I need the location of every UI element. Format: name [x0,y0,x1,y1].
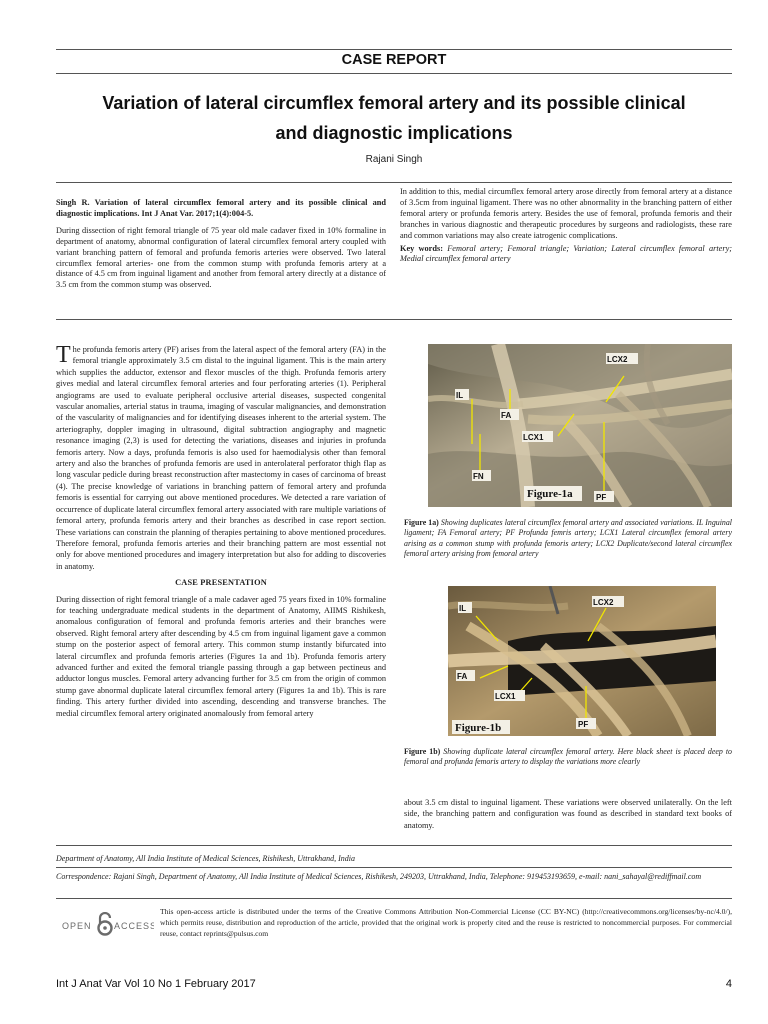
introduction-paragraph [56,344,386,572]
figure-1b-image [448,586,716,736]
open-access-logo-left: OPEN [62,921,92,931]
affiliation-rule [56,867,732,868]
body-right-column [404,797,732,831]
fig1b-label-fa: FA [457,672,468,681]
fig1b-label-lcx2: LCX2 [593,598,614,607]
fig1a-label-il: IL [456,391,464,400]
page-number: 4 [725,978,732,990]
title-line-2: and diagnostic implications [275,123,513,143]
license-statement: This open-access article is distributed under the terms of the Creative Commons Attribution Non-Commercial License (CC BY-NC) (http://creativecommons.org/licenses/by-nc/4.0/), which permits reuse, distribution and reproduction of the article, provided that the original work is properly cited and the reuse is restricted to noncommercial purposes. For commercial reuse, contact reprints@pulsus.com [160,907,732,938]
section-label: CASE REPORT [341,52,447,68]
fig1b-title: Figure-1b [455,722,502,734]
section-rule [56,73,732,74]
open-access-logo-right: ACCESS [114,921,154,931]
title-line-1: Variation of lateral circumflex femoral artery and its possible clinical [102,93,686,113]
fig1a-label-lcx2: LCX2 [607,355,628,364]
abstract-right-column [400,187,732,265]
figure-1a-caption-label: Figure 1a) [404,518,439,527]
figure-1b-caption-text: Showing duplicate lateral circumflex femoral artery. Here black sheet is placed deep to femoral and profunda femoris artery to display the variations more clearly [404,747,732,767]
body-left-column [56,344,386,719]
journal-reference: Int J Anat Var Vol 10 No 1 February 2017 [56,978,256,990]
figure-1a-caption-text: Showing duplicates lateral circumflex femoral artery and associated variations. IL Inguinal ligament; FA Femoral artery; PF Profunda femris artery; LCX1 Lateral circumflex femoral artery arising as a common stump with profunda femoris artery; LCX2 Duplicate/second lateral circumflex femoral artery arising from femoral artery [404,518,732,559]
citation: Singh R. Variation of lateral circumflex femoral artery and its possible clinical and diagnostic implications. Int J Anat Var. 2017;1(4):004-5. [56,198,386,218]
abstract-top-rule [56,182,732,183]
fig1a-label-pf: PF [596,493,607,502]
figure-1b-caption-label: Figure 1b) [404,747,441,756]
keywords-label: Key words: [400,243,443,253]
abstract-text: During dissection of right femoral triangle of 75 year old male cadaver fixed in 10% formaline in department of anatomy, abnormal configuration of lateral circumflex femoral artery coupled with variant branching pattern of femoral and profunda femoris arteries were observed. Two lateral circumflex femoral arteries- one from the common stump with profunda femoris artery at a distance of 4.5 cm from inguinal ligament and another from femoral artery directly at a distance of 3.5 cm from the common stump was observed. [56,225,386,290]
figure-1b-dissection-photo [448,586,716,736]
correspondence-rule [56,898,732,899]
keywords-list: Femoral artery; Femoral triangle; Variation; Lateral circumflex femoral artery; Medial circumflex femoral artery [400,243,733,264]
fig1a-title: Figure-1a [527,488,573,500]
article-title [56,88,732,148]
fig1a-label-lcx1: LCX1 [523,433,544,442]
figure-1a-caption [404,518,732,560]
abstract-text-continued: In addition to this, medial circumflex femoral artery arose directly from femoral artery at a distance of 3.5cm from inguinal ligament. There was no other abnormality in the branching pattern of either femoral artery or profunda femoris artery. Besides the use of femoral, profunda femoris and their branches in various diagnostic and therapeutic procedures by surgeons and radiologists, these rare and common variations may also create iatrogenic complications. [400,187,732,240]
fig1b-label-pf: PF [578,720,589,729]
open-access-lock-icon [62,912,154,938]
figure-1a-image [428,344,732,507]
abstract-left-column [56,198,386,291]
fig1a-label-fn: FN [473,472,484,481]
department-affiliation: Department of Anatomy, All India Institute of Medical Sciences, Rishikesh, Uttrakhand, India [56,854,355,863]
case-presentation-text: During dissection of right femoral triangle of a male cadaver aged 75 years fixed in 10% formaline for teaching undergraduate medical students in the department of Anatomy, AIIMS Rishikesh, anomalous configuration of femoral and profunda femoris arteries and their branches were observed. Right femoral artery after descending by 4.5 cm from inguinal ligament gave a common stump on the posterior aspect of femoral artery. This common stump instantly bifurcated into lateral circumflex and profunda femoris arteries (Figures 1a and 1b). Profunda femoris artery advanced further and exited the femoral triangle passing through a gap between pectineus and adductor longus muscles. Femoral artery advancing further for 3.5 cm from the origin of common stump gave abnormal duplicate lateral circumflex femoral artery (Figures 1a and 1b). This is rare finding. This artery further divided into ascending, descending and transverse branches. The medial circumflex femoral artery originated anomalously from femoral artery [56,594,386,718]
top-rule [56,49,732,50]
correspondence: Correspondence: Rajani Singh, Department of Anatomy, All India Institute of Medical Sciences, Rishikesh, 249203, Uttrakhand, India, Telephone: 919453193659, e-mail: nani_sahayal@rediffmail.com [56,872,702,881]
introduction-text: he profunda femoris artery (PF) arises from the lateral aspect of the femoral artery (FA) in the femoral triangle approximately 3.5 cm distal to the inguinal ligament. This is the main artery which supplies the adductor, extensor and flexor muscles of the thigh. Profunda femoris artery gives medial and lateral circumflex femoral arteries and four perforating arteries (1). Peripheral angiograms are used to evaluate peripheral occlusive arterial diseases, suspected congenital vascular anomalies, arterial status in trauma, imaging of vascular malignancies, and demonstration of the vascularity of malignancies and for identifying diseases inherent to the arterial system. The arteriography, doppler imaging in ultrasound, digital subtraction angiography and magnetic resonance imaging (2,3) is used for detecting the variations, diseases and injuries in profunda femoris artery. Now a days, profunda femoris is also used for haemodialysis other than femoral artery and also the branches of profunda femoris are used in anterolateral perforator thigh flap as long vascular pedicle during breast reconstruction after mastectomy in cases of carcinoma of breast (4). The precise knowledge of variations in branching pattern of femoral artery and profunda femoris is essential for carrying out above mentioned procedures. We detected a rare variation of occurrence of duplicate lateral circumflex femoral artery associated with rare multiple variations of femoral artery, profunda femoris artery and their branches as described in case report section. These variations can constrain the planning of therapies pertaining to above mentioned procedures. Therefore femoral, profunda femoris arteries and their branching pattern are most essential not only for above mentioned procedures and imagery interpretation but also for adding to discoveries in anatomy. [56,345,386,571]
continuation-text: about 3.5 cm distal to inguinal ligament. These variations were observed unilaterally. On the left side, the branching pattern and configuration was found as described in standard text books of anatomy. [404,798,732,830]
abstract-bottom-rule [56,319,732,320]
keywords [400,244,732,266]
fig1b-label-il: IL [459,604,467,613]
author-name: Rajani Singh [365,154,423,165]
fig1b-label-lcx1: LCX1 [495,692,516,701]
open-access-logo [62,912,154,938]
drop-cap: T [56,342,71,368]
figure-1a-dissection-photo [428,344,732,507]
footer-top-rule [56,845,732,846]
case-presentation-heading: CASE PRESENTATION [175,578,267,588]
fig1a-label-fa: FA [501,411,512,420]
figure-1b-caption [404,747,732,768]
